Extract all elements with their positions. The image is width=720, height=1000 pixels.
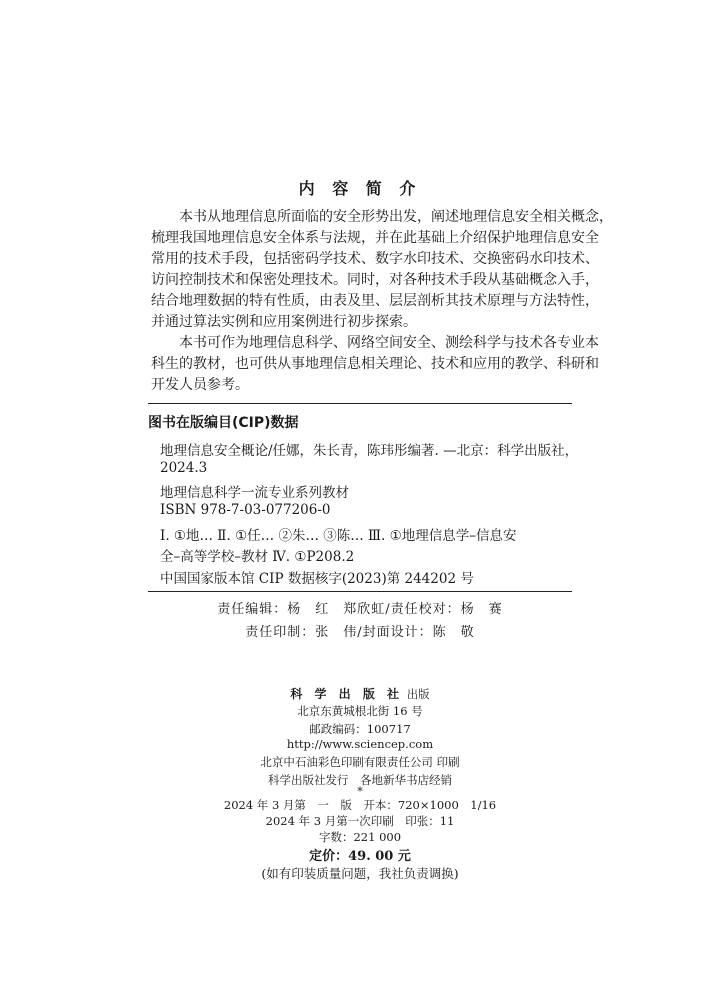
- cip-line: ISBN 978-7-03-077206-0: [160, 502, 331, 518]
- summary-heading: 内 容 简 介: [298, 179, 422, 198]
- cip-line: Ⅰ. ①地… Ⅱ. ①任… ②朱… ③陈… Ⅲ. ①地理信息学–信息安: [160, 528, 517, 544]
- printing-info: 2024 年 3 月第一次印刷 印张：11: [265, 814, 455, 828]
- printer-info: 北京中石油彩色印刷有限责任公司 印刷: [260, 755, 460, 769]
- cip-line: 全–高等学校–教材 Ⅳ. ①P208.2: [160, 549, 355, 565]
- summary-line: 开发人员参考。: [151, 377, 249, 393]
- word-count: 字数：221 000: [318, 830, 402, 844]
- summary-line: 科生的教材，也可供从事地理信息相关理论、技术和应用的教学、科研和: [151, 356, 599, 372]
- cip-line: 中国国家版本馆 CIP 数据核字(2023)第 244202 号: [160, 571, 474, 587]
- publisher-name: 科 学 出 版 社: [290, 687, 404, 701]
- staff-credits-line-1: 责任编辑：杨 红 郑欣虹/责任校对：杨 赛: [217, 602, 503, 617]
- cip-line: 地理信息科学一流专业系列教材: [160, 485, 349, 501]
- summary-paragraph-1: [151, 207, 613, 333]
- summary-line: 结合地理数据的特有性质，由表及里、层层剖析其技术原理与方法特性，: [151, 293, 599, 309]
- quality-notice: (如有印装质量问题，我社负责调换): [261, 866, 459, 881]
- staff-credits-line-2: 责任印制：张 伟/封面设计：陈 敬: [245, 625, 475, 640]
- summary-line: 并通过算法实例和应用案例进行初步探索。: [151, 314, 417, 330]
- publisher-website: http://www.sciencep.com: [286, 737, 434, 751]
- summary-line: 梳理我国地理信息安全体系与法规，并在此基础上介绍保护地理信息安全: [151, 230, 599, 246]
- publisher-postcode: 邮政编码：100717: [309, 722, 411, 736]
- summary-line: 常用的技术手段，包括密码学技术、数字水印技术、交换密码水印技术、: [151, 251, 599, 267]
- cip-line: 地理信息安全概论/任娜，朱长青，陈玮彤编著. —北京：科学出版社，: [160, 443, 579, 459]
- cip-top-rule: [148, 403, 572, 404]
- publisher-address: 北京东黄城根北街 16 号: [297, 704, 423, 718]
- publisher-name-suffix: 出版: [406, 687, 430, 701]
- summary-paragraph-2: [151, 333, 599, 396]
- price: 定价：49. 00 元: [309, 849, 411, 864]
- cip-bottom-rule: [148, 591, 572, 592]
- cip-line: 2024.3: [160, 460, 208, 476]
- distribution-info: 科学出版社发行 各地新华书店经销: [268, 773, 452, 787]
- separator-star: *: [357, 784, 363, 798]
- edition-info: 2024 年 3 月第 一 版 开本：720×1000 1/16: [223, 798, 497, 812]
- summary-line: 访问控制技术和保密处理技术。同时，对各种技术手段从基础概念入手，: [151, 272, 599, 288]
- summary-line: 本书从地理信息所面临的安全形势出发，阐述地理信息安全相关概念，: [179, 209, 613, 225]
- summary-line: 本书可作为地理信息科学、网络空间安全、测绘科学与技术各专业本: [179, 335, 599, 351]
- publisher-name-line: [0, 685, 720, 702]
- cip-heading: 图书在版编目(CIP)数据: [148, 415, 299, 431]
